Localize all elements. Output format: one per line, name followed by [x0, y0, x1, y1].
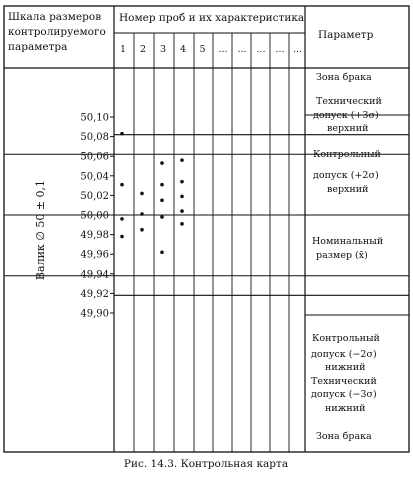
sample-point [140, 212, 144, 216]
parameter-zone-label: Технический [316, 96, 382, 107]
parameter-zone-label: Контрольный [313, 149, 381, 160]
sample-column-label: 4 [180, 44, 187, 55]
sample-point [160, 183, 164, 187]
sample-column-label: 5 [199, 44, 206, 55]
sample-point [180, 180, 184, 184]
sample-point [160, 215, 164, 219]
sample-point [120, 183, 124, 187]
sample-point [120, 235, 124, 239]
sample-point [180, 158, 184, 162]
sample-column-labels [120, 44, 302, 55]
scale-tick-label: 49,92 [80, 288, 109, 300]
parameter-zone-label: верхний [327, 123, 369, 134]
parameter-zones [311, 72, 383, 442]
sample-point [140, 228, 144, 232]
scale-tick-label: 50,00 [80, 210, 109, 222]
sample-column-label: ... [275, 44, 285, 55]
parameter-zone-label: допуск (−2σ) [311, 349, 377, 360]
sample-column-label: 2 [140, 44, 147, 55]
parameter-title: Параметр [318, 29, 374, 41]
scale-tick-label: 50,10 [80, 112, 109, 124]
sample-point [160, 161, 164, 165]
scale-tick-label: 49,90 [80, 308, 109, 320]
sample-point [140, 192, 144, 196]
shaft-label: Валик ∅ 50 ± 0,1 [34, 179, 47, 281]
parameter-zone-label: Контрольный [312, 333, 380, 344]
sample-column-label: ... [218, 44, 228, 55]
scale-tick-label: 49,98 [80, 230, 109, 242]
scale-tick-label: 50,08 [80, 132, 109, 144]
sample-column-label: ... [256, 44, 266, 55]
sample-column-label: 1 [120, 44, 127, 55]
sample-point [120, 217, 124, 221]
parameter-zone-label: Зона брака [316, 431, 372, 442]
parameter-zone-label: Технический [311, 376, 377, 387]
parameter-zone-label: нижний [325, 403, 366, 414]
scale-title-line-1: Шкала размеров [8, 11, 102, 23]
parameter-zone-label: допуск (−3σ) [311, 389, 377, 400]
sample-point [160, 199, 164, 203]
sample-point [180, 222, 184, 226]
parameter-zone-label: допуск (+3σ) [313, 110, 379, 121]
scale-tick-label: 49,94 [80, 269, 109, 281]
parameter-zone-label: размер (x̄) [316, 250, 368, 261]
scale-tick-label: 49,96 [80, 249, 109, 261]
sample-column-label: 3 [160, 44, 167, 55]
sample-point [160, 250, 164, 254]
scale-tick-label: 50,02 [80, 190, 109, 202]
samples-title: Номер проб и их характеристика [119, 12, 305, 24]
sample-point [180, 195, 184, 199]
scale-title-line-3: параметра [8, 41, 68, 53]
parameter-zone-label: Номинальный [312, 236, 384, 247]
scale-tick-label: 50,04 [80, 171, 109, 183]
parameter-zone-label: нижний [325, 362, 366, 373]
scale-title-line-2: контролируемого [8, 26, 106, 38]
parameter-zone-label: допуск (+2σ) [313, 170, 379, 181]
sample-point [120, 132, 124, 136]
sample-point [180, 209, 184, 213]
parameter-zone-label: Зона брака [316, 72, 372, 83]
sample-column-label: ... [237, 44, 247, 55]
parameter-zone-label: верхний [327, 184, 369, 195]
figure-caption: Рис. 14.3. Контрольная карта [123, 458, 289, 470]
sample-column-label: ... [293, 44, 303, 55]
scale-tick-label: 50,06 [80, 151, 109, 163]
scale-ticks [80, 113, 114, 320]
